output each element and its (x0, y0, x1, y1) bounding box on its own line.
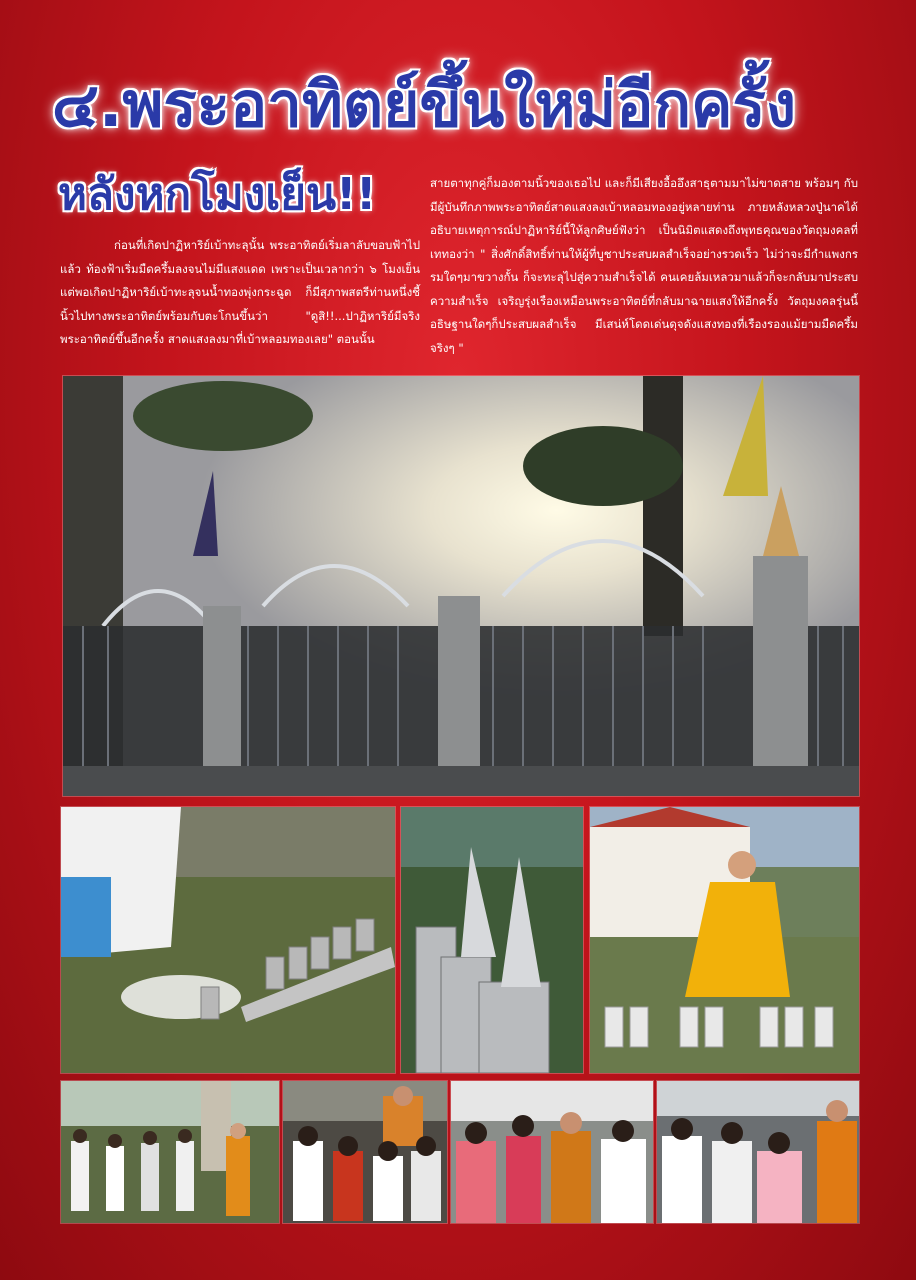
photo-crowd-ceremony-4 (656, 1080, 860, 1224)
main-photo-temple-fence-sunset (62, 375, 860, 797)
photo-silver-molds-closeup (400, 806, 584, 1074)
photo-crowd-ceremony-2 (282, 1080, 448, 1224)
photo-casting-molds (60, 806, 396, 1074)
photo-crowd-ceremony-3 (450, 1080, 654, 1224)
page-title-line2: หลังหกโมงเย็น!! (58, 169, 377, 220)
article-paragraph-right: สายตาทุกคู่ก็มองตามนิ้วของเธอไป และก็มีเสียงอื้ออึงสาธุตามมาไม่ขาดสาย พร้อมๆ กับมีผู้บันทึกภาพพระอาทิตย์สาดแสงลงเบ้าหลอมทองอยู่หลายท่าน ภายหลังหลวงปู่นาคได้อธิบายเหตุการณ์ปาฏิหาริย์นี้ให้ลูกศิษย์ฟังว่า เป็นนิมิตแสดงถึงพุทธคุณของวัตถุมงคลที่เททองว่า " สิ่งศักดิ์สิทธิ์ท่านให้ผู้ที่บูชาประสบผลสำเร็จอย่างรวดเร็ว ไม่ว่าจะมีกำแพงกรรมใดๆมาขวางกั้น ก็จะทะลุไปสู่ความสำเร็จได้ คนเคยล้มเหลวมาแล้วก็จะกลับมาประสบความสำเร็จ เจริญรุ่งเรืองเหมือนพระอาทิตย์ที่กลับมาฉายแสงให้อีกครั้ง วัตถุมงคลรุ่นนี้อธิษฐานใดๆก็ประสบผลสำเร็จ มีเสน่ห์โดดเด่นดุจดังแสงทองที่เรืองรองแม้ยามมืดครึ้มจริงๆ " (430, 176, 858, 355)
page-title-line1: ๔.พระอาทิตย์ขึ้นใหม่อีกครั้ง (52, 68, 797, 141)
article-paragraph-left: ก่อนที่เกิดปาฏิหาริย์เบ้าทะลุนั้น พระอาทิตย์เริ่มลาลับขอบฟ้าไปแล้ว ท้องฟ้าเริ่มมืดครึ้มลงจนไม่มีแสงแดด เพราะเป็นเวลากว่า ๖ โมงเย็น แต่พอเกิดปาฏิหาริย์เบ้าทะลุจนน้ำทองพุ่งกระฉูด ก็มีสุภาพสตรีท่านหนึ่งชี้นิ้วไปทางพระอาทิตย์พร้อมกับตะโกนขึ้นว่า "ดูสิ!!...ปาฏิหาริย์มีจริง พระอาทิตย์ขึ้นอีกครั้ง สาดแสงลงมาที่เบ้าหลอมทองเลย" ตอนนั้น (60, 238, 420, 346)
photo-monk-seated (589, 806, 860, 1074)
photo-crowd-ceremony-1 (60, 1080, 280, 1224)
